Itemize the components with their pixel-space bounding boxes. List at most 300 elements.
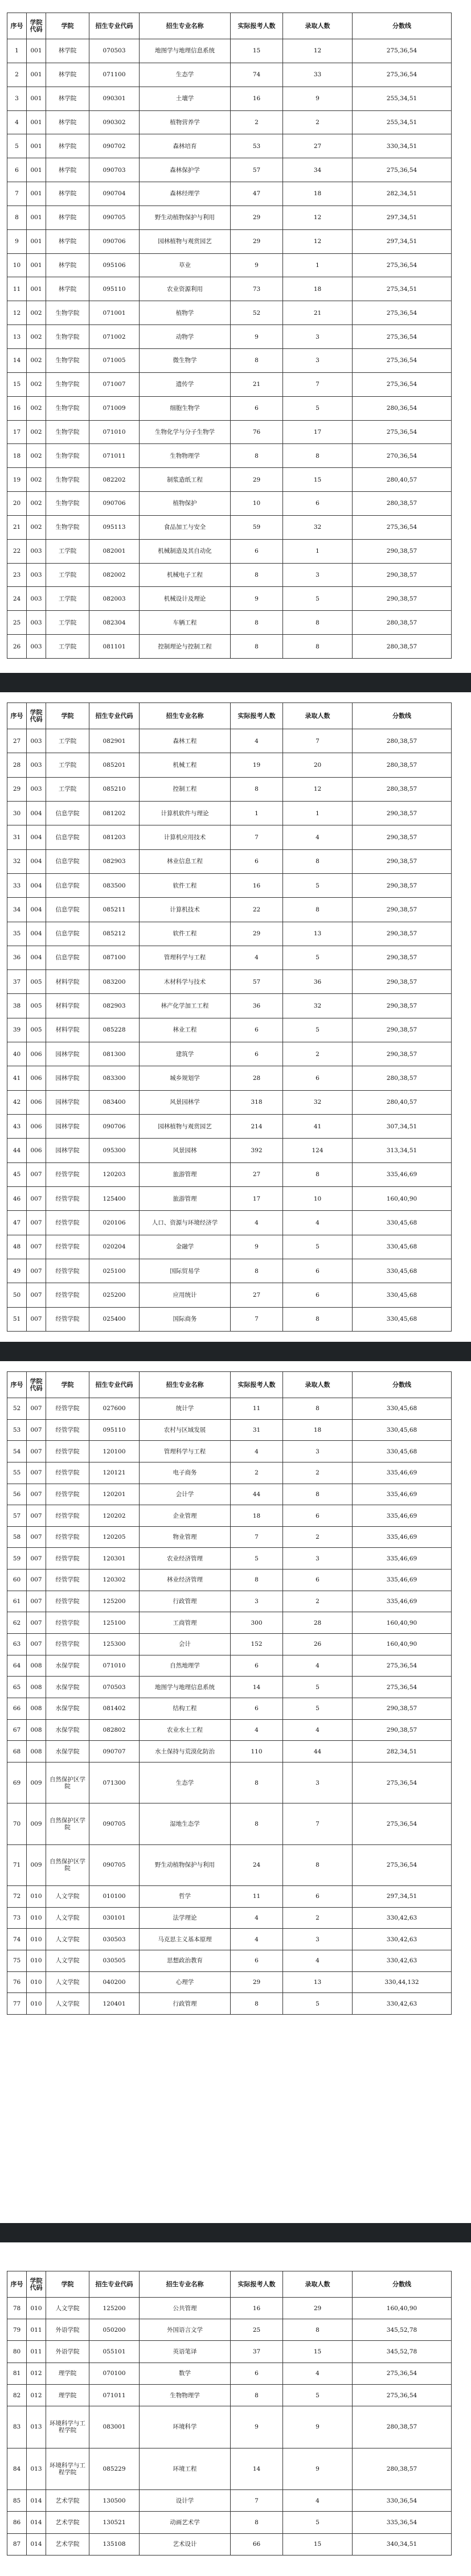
- cell-applicants: 8: [231, 1803, 283, 1844]
- cell-college-code: 008: [27, 1719, 46, 1741]
- cell-score-line: 255,34,51: [353, 110, 452, 134]
- cell-major-code: 095110: [89, 1419, 140, 1441]
- cell-serial: 63: [7, 1634, 27, 1655]
- cell-college: 材料学院: [46, 970, 89, 994]
- cell-admitted: 7: [283, 372, 353, 396]
- cell-score-line: 335,46,69: [353, 1570, 452, 1591]
- cell-college: 生物学院: [46, 468, 89, 492]
- cell-admitted: 2: [283, 110, 353, 134]
- cell-college: 人文学院: [46, 1907, 89, 1929]
- table-row: [7, 1505, 452, 1527]
- cell-college-code: 007: [27, 1634, 46, 1655]
- cell-major-name: 国际贸易学: [140, 1259, 231, 1283]
- cell-admitted: 8: [283, 849, 353, 873]
- cell-applicants: 4: [231, 946, 283, 969]
- cell-score-line: 290,38,57: [353, 563, 452, 587]
- cell-admitted: 34: [283, 158, 353, 182]
- cell-applicants: 16: [231, 2298, 283, 2319]
- cell-college-code: 007: [27, 1441, 46, 1462]
- cell-college: 自然保护区学院: [46, 1844, 89, 1885]
- table-row: [7, 396, 452, 420]
- cell-applicants: 8: [231, 777, 283, 801]
- cell-serial: 65: [7, 1677, 27, 1698]
- cell-score-line: 275,36,54: [353, 63, 452, 87]
- header-college-code: 学院代码: [27, 703, 46, 729]
- cell-major-name: 林业经济管理: [140, 1570, 231, 1591]
- cell-major-name: 旅游管理: [140, 1162, 231, 1186]
- cell-serial: 52: [7, 1398, 27, 1420]
- table-row: [7, 873, 452, 897]
- cell-major-code: 125300: [89, 1634, 140, 1655]
- cell-major-name: 林产化学加工工程: [140, 994, 231, 1018]
- cell-major-name: 环境工程: [140, 2448, 231, 2490]
- cell-college: 生物学院: [46, 325, 89, 349]
- cell-admitted: 2: [283, 1591, 353, 1612]
- table-row: [7, 1162, 452, 1186]
- cell-major-name: 会计: [140, 1634, 231, 1655]
- cell-score-line: 335,46,69: [353, 1484, 452, 1505]
- cell-major-code: 085201: [89, 753, 140, 777]
- cell-college-code: 007: [27, 1526, 46, 1548]
- cell-serial: 25: [7, 611, 27, 635]
- cell-serial: 1: [7, 39, 27, 63]
- cell-major-name: 外国语言文学: [140, 2319, 231, 2341]
- cell-admitted: 13: [283, 1971, 353, 1993]
- cell-college: 水保学院: [46, 1741, 89, 1762]
- cell-admitted: 8: [283, 635, 353, 659]
- cell-applicants: 16: [231, 87, 283, 110]
- cell-applicants: 214: [231, 1115, 283, 1139]
- cell-applicants: 25: [231, 2319, 283, 2341]
- cell-applicants: 14: [231, 2448, 283, 2490]
- table-row: [7, 158, 452, 182]
- cell-score-line: 280,38,57: [353, 492, 452, 516]
- cell-score-line: 307,34,51: [353, 1115, 452, 1139]
- cell-score-line: 345,52,78: [353, 2319, 452, 2341]
- cell-applicants: 31: [231, 1419, 283, 1441]
- cell-serial: 4: [7, 110, 27, 134]
- cell-serial: 80: [7, 2341, 27, 2363]
- cell-applicants: 6: [231, 1655, 283, 1677]
- table-row: [7, 1698, 452, 1719]
- cell-applicants: 7: [231, 1526, 283, 1548]
- cell-serial: 35: [7, 922, 27, 946]
- cell-college: 生物学院: [46, 444, 89, 468]
- table-row: [7, 753, 452, 777]
- cell-score-line: 335,46,69: [353, 1591, 452, 1612]
- cell-college-code: 007: [27, 1259, 46, 1283]
- cell-applicants: 318: [231, 1090, 283, 1114]
- cell-major-code: 120203: [89, 1162, 140, 1186]
- cell-applicants: 37: [231, 2341, 283, 2363]
- cell-college: 经管学院: [46, 1235, 89, 1259]
- table-row: [7, 182, 452, 206]
- page-2: [0, 692, 471, 1342]
- cell-major-name: 森林工程: [140, 729, 231, 753]
- cell-score-line: 280,38,57: [353, 753, 452, 777]
- cell-major-name: 风景园林: [140, 1139, 231, 1162]
- table-row: [7, 1971, 452, 1993]
- cell-major-code: 095110: [89, 277, 140, 301]
- cell-serial: 6: [7, 158, 27, 182]
- cell-college-code: 007: [27, 1462, 46, 1484]
- header-admitted: 录取人数: [283, 1372, 353, 1398]
- cell-major-name: 植物营养学: [140, 110, 231, 134]
- cell-major-code: 055101: [89, 2341, 140, 2363]
- cell-major-name: 工商管理: [140, 1612, 231, 1634]
- cell-admitted: 5: [283, 1018, 353, 1042]
- cell-admitted: 18: [283, 1419, 353, 1441]
- cell-serial: 77: [7, 1993, 27, 2015]
- cell-major-name: 设计学: [140, 2490, 231, 2512]
- cell-college: 信息学院: [46, 801, 89, 825]
- cell-score-line: 297,34,51: [353, 229, 452, 253]
- cell-college-code: 002: [27, 468, 46, 492]
- cell-serial: 37: [7, 970, 27, 994]
- cell-score-line: 275,36,54: [353, 1655, 452, 1677]
- cell-major-name: 机械制造及其自动化: [140, 539, 231, 563]
- cell-serial: 15: [7, 372, 27, 396]
- table-row: [7, 87, 452, 110]
- table-row: [7, 611, 452, 635]
- cell-applicants: 6: [231, 1018, 283, 1042]
- cell-major-code: 125200: [89, 2298, 140, 2319]
- cell-score-line: 290,38,57: [353, 1042, 452, 1066]
- header-serial: 序号: [7, 13, 27, 39]
- table-body: [7, 39, 452, 659]
- cell-major-code: 090707: [89, 1741, 140, 1762]
- cell-serial: 73: [7, 1907, 27, 1929]
- cell-college-code: 003: [27, 539, 46, 563]
- table-row: [7, 1211, 452, 1235]
- cell-college-code: 008: [27, 1677, 46, 1698]
- cell-major-code: 085228: [89, 1018, 140, 1042]
- cell-major-code: 081202: [89, 801, 140, 825]
- cell-applicants: 7: [231, 825, 283, 849]
- cell-applicants: 392: [231, 1139, 283, 1162]
- cell-college-code: 004: [27, 922, 46, 946]
- cell-major-name: 管理科学与工程: [140, 1441, 231, 1462]
- cell-serial: 2: [7, 63, 27, 87]
- table-row: [7, 2341, 452, 2363]
- cell-major-name: 软件工程: [140, 873, 231, 897]
- header-score-line: 分数线: [353, 13, 452, 39]
- table-row: [7, 253, 452, 277]
- cell-major-name: 自然地理学: [140, 1655, 231, 1677]
- cell-score-line: 255,34,51: [353, 87, 452, 110]
- cell-major-code: 083001: [89, 2406, 140, 2448]
- cell-applicants: 1: [231, 801, 283, 825]
- cell-score-line: 275,36,54: [353, 2363, 452, 2384]
- cell-college: 经管学院: [46, 1307, 89, 1332]
- cell-admitted: 1: [283, 253, 353, 277]
- cell-college-code: 007: [27, 1398, 46, 1420]
- cell-score-line: 330,45,68: [353, 1283, 452, 1307]
- cell-applicants: 44: [231, 1484, 283, 1505]
- cell-college: 林学院: [46, 206, 89, 229]
- table-row: [7, 1907, 452, 1929]
- cell-admitted: 2: [283, 1462, 353, 1484]
- cell-serial: 62: [7, 1612, 27, 1634]
- cell-serial: 55: [7, 1462, 27, 1484]
- admission-table-3: [7, 1371, 452, 2015]
- table-row: [7, 1283, 452, 1307]
- cell-admitted: 4: [283, 2363, 353, 2384]
- cell-major-code: 020204: [89, 1235, 140, 1259]
- cell-major-code: 070100: [89, 2363, 140, 2384]
- cell-major-name: 管理科学与工程: [140, 946, 231, 969]
- cell-college-code: 003: [27, 611, 46, 635]
- cell-applicants: 8: [231, 563, 283, 587]
- cell-admitted: 1: [283, 539, 353, 563]
- cell-college: 工学院: [46, 777, 89, 801]
- cell-college: 生物学院: [46, 396, 89, 420]
- cell-serial: 24: [7, 587, 27, 611]
- cell-applicants: 74: [231, 63, 283, 87]
- table-row: [7, 372, 452, 396]
- cell-admitted: 4: [283, 2490, 353, 2512]
- cell-major-name: 野生动植物保护与利用: [140, 1844, 231, 1885]
- cell-score-line: 340,34,51: [353, 2533, 452, 2555]
- cell-college-code: 001: [27, 229, 46, 253]
- cell-college: 经管学院: [46, 1398, 89, 1420]
- cell-score-line: 275,36,54: [353, 158, 452, 182]
- cell-college: 生物学院: [46, 515, 89, 539]
- cell-admitted: 8: [283, 1307, 353, 1332]
- cell-college-code: 001: [27, 182, 46, 206]
- cell-serial: 84: [7, 2448, 27, 2490]
- cell-admitted: 4: [283, 825, 353, 849]
- cell-serial: 57: [7, 1505, 27, 1527]
- cell-serial: 27: [7, 729, 27, 753]
- cell-major-name: 计算机软件与理论: [140, 801, 231, 825]
- cell-major-code: 010100: [89, 1886, 140, 1908]
- cell-applicants: 6: [231, 2363, 283, 2384]
- cell-applicants: 29: [231, 1971, 283, 1993]
- cell-serial: 18: [7, 444, 27, 468]
- cell-score-line: 275,36,54: [353, 301, 452, 325]
- cell-score-line: 313,34,51: [353, 1139, 452, 1162]
- cell-college-code: 001: [27, 63, 46, 87]
- cell-college: 生物学院: [46, 492, 89, 516]
- cell-major-name: 生物化学与分子生物学: [140, 420, 231, 444]
- cell-serial: 69: [7, 1762, 27, 1803]
- cell-college: 生物学院: [46, 348, 89, 372]
- header-major-name: 招生专业名称: [140, 2271, 231, 2298]
- table-row: [7, 1591, 452, 1612]
- page-1: [0, 0, 471, 673]
- cell-score-line: 275,34,51: [353, 277, 452, 301]
- cell-major-code: 071005: [89, 348, 140, 372]
- cell-college: 园林学院: [46, 1115, 89, 1139]
- cell-serial: 34: [7, 898, 27, 922]
- cell-college-code: 005: [27, 970, 46, 994]
- cell-admitted: 15: [283, 468, 353, 492]
- cell-college: 经管学院: [46, 1570, 89, 1591]
- header-college: 学院: [46, 1372, 89, 1398]
- table-row: [7, 1741, 452, 1762]
- page-4: [0, 2242, 471, 2576]
- cell-major-name: 植物保护: [140, 492, 231, 516]
- cell-college: 信息学院: [46, 873, 89, 897]
- cell-admitted: 3: [283, 1548, 353, 1570]
- table-row: [7, 1929, 452, 1950]
- cell-major-name: 软件工程: [140, 922, 231, 946]
- cell-major-name: 园林植物与观赏园艺: [140, 1115, 231, 1139]
- cell-serial: 48: [7, 1235, 27, 1259]
- cell-serial: 46: [7, 1186, 27, 1210]
- cell-applicants: 8: [231, 2384, 283, 2406]
- cell-college: 园林学院: [46, 1042, 89, 1066]
- cell-major-name: 数学: [140, 2363, 231, 2384]
- cell-serial: 78: [7, 2298, 27, 2319]
- cell-college: 艺术学院: [46, 2490, 89, 2512]
- cell-applicants: 152: [231, 1634, 283, 1655]
- table-row: [7, 468, 452, 492]
- cell-college-code: 010: [27, 1929, 46, 1950]
- cell-applicants: 3: [231, 1591, 283, 1612]
- table-row: [7, 2319, 452, 2341]
- cell-major-name: 思想政治教育: [140, 1950, 231, 1971]
- cell-score-line: 275,36,54: [353, 1803, 452, 1844]
- cell-major-name: 车辆工程: [140, 611, 231, 635]
- cell-score-line: 297,34,51: [353, 1886, 452, 1908]
- cell-serial: 9: [7, 229, 27, 253]
- cell-college-code: 010: [27, 1971, 46, 1993]
- cell-applicants: 6: [231, 1950, 283, 1971]
- cell-serial: 41: [7, 1066, 27, 1090]
- cell-college: 人文学院: [46, 1929, 89, 1950]
- cell-score-line: 282,34,51: [353, 182, 452, 206]
- cell-major-code: 085211: [89, 898, 140, 922]
- cell-admitted: 7: [283, 1803, 353, 1844]
- cell-score-line: 280,38,57: [353, 729, 452, 753]
- cell-major-code: 082903: [89, 994, 140, 1018]
- cell-major-name: 心理学: [140, 1971, 231, 1993]
- cell-score-line: 330,42,63: [353, 1907, 452, 1929]
- table-row: [7, 777, 452, 801]
- cell-admitted: 3: [283, 1762, 353, 1803]
- cell-serial: 53: [7, 1419, 27, 1441]
- cell-score-line: 335,46,69: [353, 1505, 452, 1527]
- cell-college-code: 004: [27, 801, 46, 825]
- cell-major-name: 野生动植物保护与利用: [140, 206, 231, 229]
- cell-major-code: 125400: [89, 1186, 140, 1210]
- cell-score-line: 290,38,57: [353, 946, 452, 969]
- header-serial: 序号: [7, 1372, 27, 1398]
- cell-serial: 74: [7, 1929, 27, 1950]
- cell-score-line: 275,36,54: [353, 325, 452, 349]
- cell-serial: 26: [7, 635, 27, 659]
- header-applicants: 实际报考人数: [231, 2271, 283, 2298]
- page-3: [0, 1361, 471, 2223]
- table-row: [7, 1235, 452, 1259]
- cell-college-code: 010: [27, 2298, 46, 2319]
- cell-admitted: 8: [283, 1844, 353, 1885]
- cell-major-name: 城乡规划学: [140, 1066, 231, 1090]
- header-serial: 序号: [7, 703, 27, 729]
- cell-major-name: 微生物学: [140, 348, 231, 372]
- cell-admitted: 3: [283, 1929, 353, 1950]
- cell-major-code: 030101: [89, 1907, 140, 1929]
- cell-major-code: 090705: [89, 1803, 140, 1844]
- cell-major-name: 森林保护学: [140, 158, 231, 182]
- cell-serial: 43: [7, 1115, 27, 1139]
- table-row: [7, 277, 452, 301]
- cell-college-code: 013: [27, 2448, 46, 2490]
- cell-college-code: 008: [27, 1655, 46, 1677]
- cell-college: 工学院: [46, 729, 89, 753]
- cell-applicants: 300: [231, 1612, 283, 1634]
- cell-serial: 86: [7, 2512, 27, 2533]
- cell-applicants: 6: [231, 849, 283, 873]
- cell-serial: 32: [7, 849, 27, 873]
- cell-serial: 3: [7, 87, 27, 110]
- cell-major-code: 082001: [89, 539, 140, 563]
- cell-applicants: 4: [231, 1441, 283, 1462]
- cell-college: 园林学院: [46, 1090, 89, 1114]
- cell-applicants: 8: [231, 1993, 283, 2015]
- cell-applicants: 66: [231, 2533, 283, 2555]
- cell-college-code: 007: [27, 1484, 46, 1505]
- cell-college-code: 009: [27, 1844, 46, 1885]
- cell-score-line: 275,36,54: [353, 372, 452, 396]
- cell-college: 自然保护区学院: [46, 1762, 89, 1803]
- cell-score-line: 345,52,78: [353, 2341, 452, 2363]
- cell-college: 经管学院: [46, 1612, 89, 1634]
- cell-applicants: 59: [231, 515, 283, 539]
- cell-college: 工学院: [46, 611, 89, 635]
- header-major-code: 招生专业代码: [89, 2271, 140, 2298]
- cell-admitted: 1: [283, 801, 353, 825]
- table-row: [7, 2512, 452, 2533]
- cell-applicants: 6: [231, 539, 283, 563]
- cell-applicants: 8: [231, 444, 283, 468]
- cell-serial: 76: [7, 1971, 27, 1993]
- cell-major-name: 农村与区域发展: [140, 1419, 231, 1441]
- table-row: [7, 301, 452, 325]
- cell-applicants: 11: [231, 1398, 283, 1420]
- cell-score-line: 275,36,54: [353, 39, 452, 63]
- cell-college: 水保学院: [46, 1719, 89, 1741]
- cell-applicants: 5: [231, 1548, 283, 1570]
- cell-college-code: 014: [27, 2512, 46, 2533]
- cell-major-name: 农业资源利用: [140, 277, 231, 301]
- cell-applicants: 57: [231, 970, 283, 994]
- cell-serial: 29: [7, 777, 27, 801]
- cell-applicants: 9: [231, 2406, 283, 2448]
- cell-major-code: 125200: [89, 1591, 140, 1612]
- cell-score-line: 290,38,57: [353, 1719, 452, 1741]
- cell-college: 人文学院: [46, 1950, 89, 1971]
- cell-major-name: 园林植物与观赏园艺: [140, 229, 231, 253]
- cell-score-line: 290,38,57: [353, 1698, 452, 1719]
- cell-major-name: 马克思主义基本原理: [140, 1929, 231, 1950]
- cell-college: 人文学院: [46, 2298, 89, 2319]
- table-row: [7, 2298, 452, 2319]
- cell-applicants: 6: [231, 1698, 283, 1719]
- cell-college-code: 001: [27, 277, 46, 301]
- table-row: [7, 63, 452, 87]
- cell-college: 工学院: [46, 587, 89, 611]
- cell-score-line: 275,36,54: [353, 420, 452, 444]
- cell-major-code: 082304: [89, 611, 140, 635]
- cell-college-code: 002: [27, 396, 46, 420]
- cell-major-code: 083200: [89, 970, 140, 994]
- cell-major-code: 120301: [89, 1548, 140, 1570]
- cell-score-line: 280,38,57: [353, 611, 452, 635]
- cell-admitted: 26: [283, 1634, 353, 1655]
